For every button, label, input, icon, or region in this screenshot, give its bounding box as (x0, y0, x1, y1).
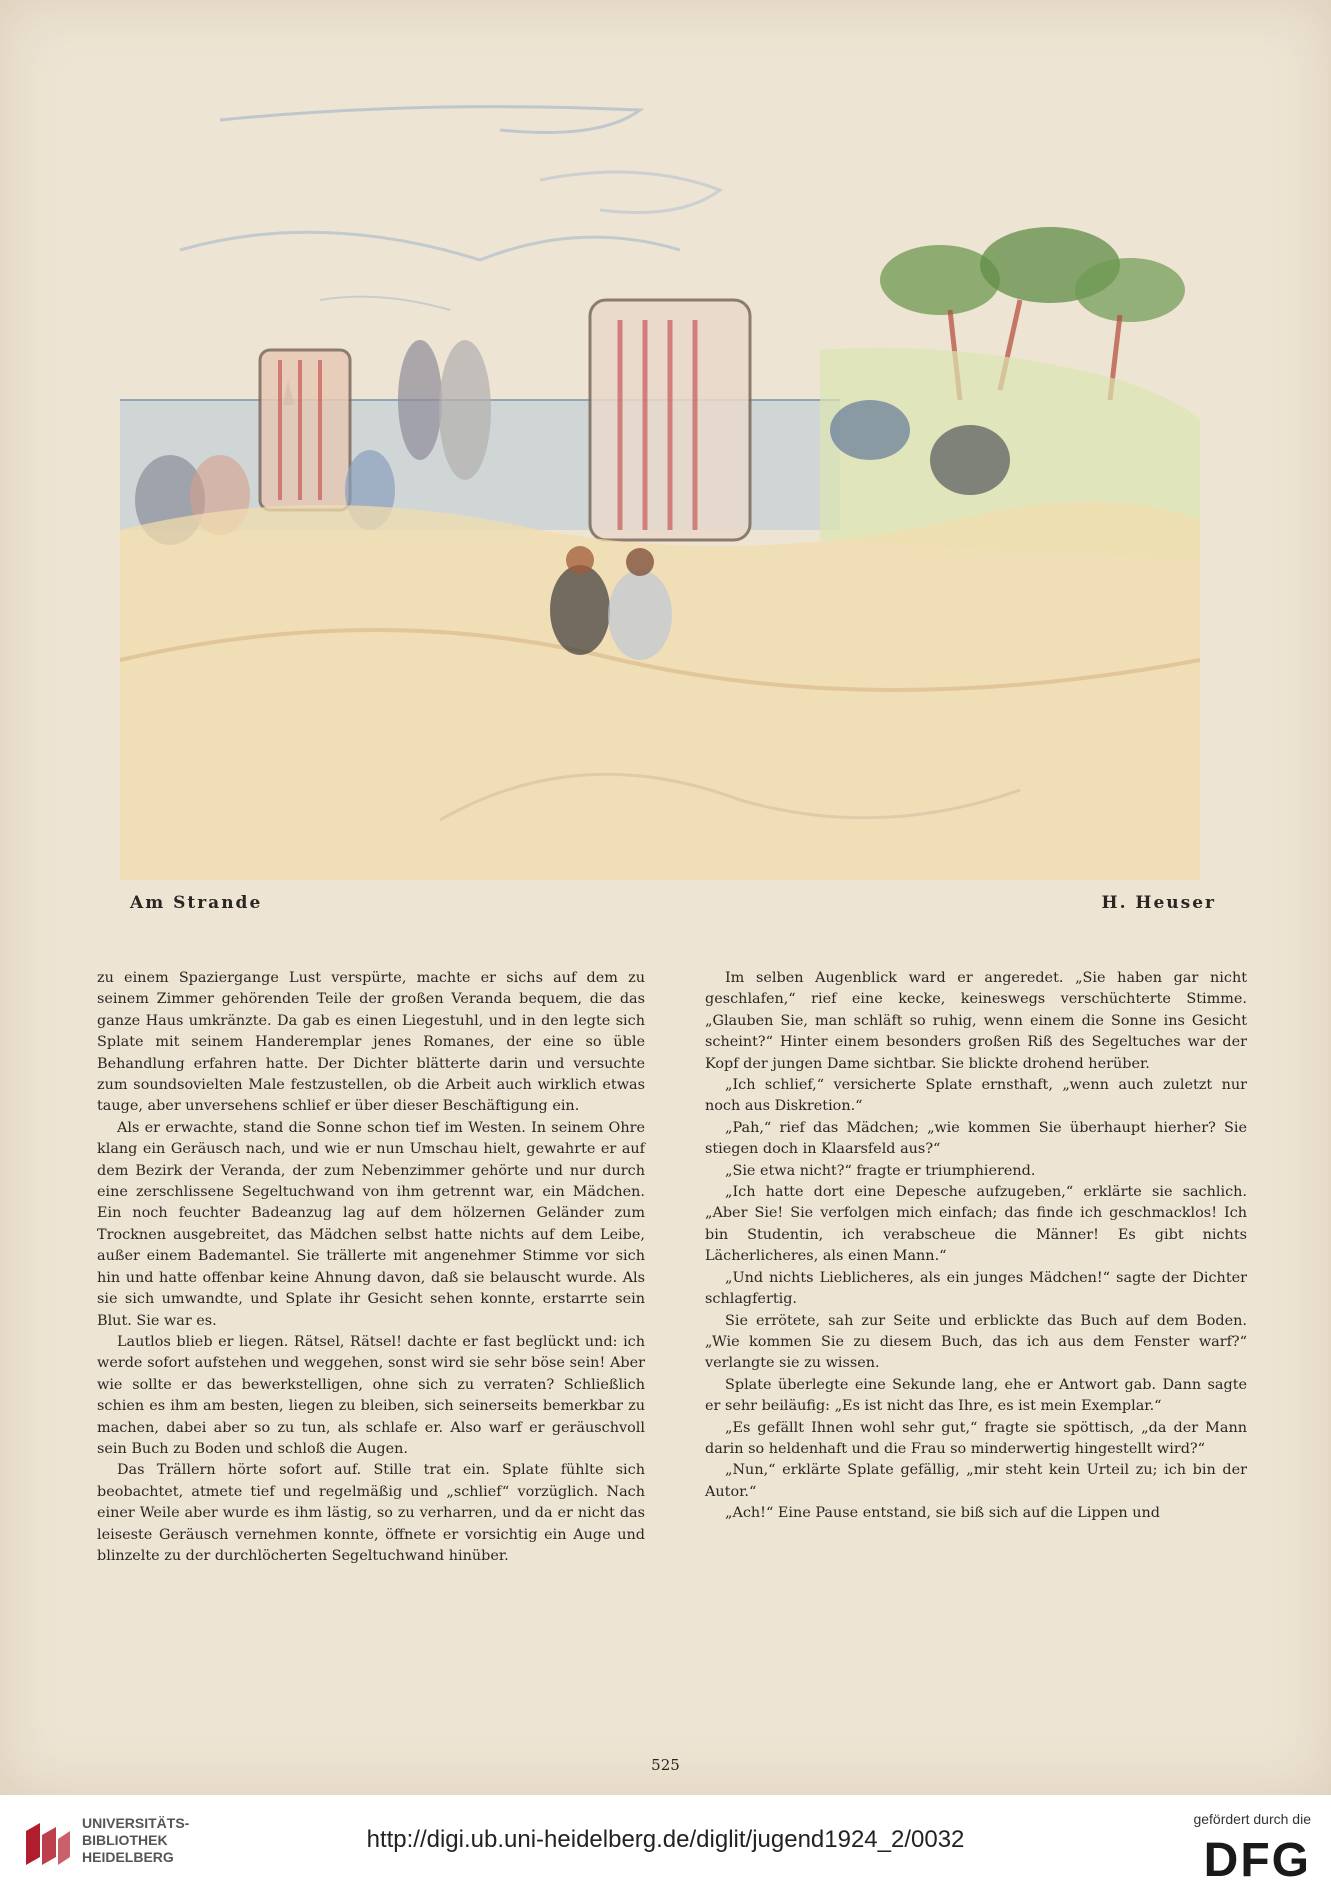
footer-bar (0, 1795, 1331, 1893)
digital-copy-url[interactable]: http://digi.ub.uni-heidelberg.de/diglit/jugend1924_2/0032 (366, 1826, 965, 1853)
article-right-column (705, 968, 1247, 1525)
paragraph: Das Trällern hörte sofort auf. Stille trat ein. Splate fühlte sich beobachtet, atmete tief und regelmäßig und „schlief“ vorzüglich. Nach einer Weile aber wurde es ihm lästig, so zu verharren, und da er nicht das leiseste Geräusch vernehmen konnte, öffnete er vorsichtig ein Auge und blinzelte zu der durchlöcherten Segeltuchwand hinüber. (97, 1462, 645, 1564)
paragraph: zu einem Spaziergange Lust verspürte, machte er sichs auf dem zu seinem Zimmer gehörenden Teile der großen Veranda bequem, die das ganze Haus umkränzte. Da gab es einen Liegestuhl, und in den legte sich Splate mit seinem Handeremplar jenes Romanes, der eine so üble Behandlung erfahren hatte. Der Dichter blätterte darin und versuchte zum soundsovielten Male festzustellen, ob die Arbeit auch wirklich etwas tauge, aber unversehens schlief er über dieser Beschäftigung ein. (97, 970, 645, 1115)
paragraph: „Pah,“ rief das Mädchen; „wie kommen Sie überhaupt hierher? Sie stiegen doch in Klaarsfeld aus?“ (705, 1119, 1247, 1158)
page-number: 525 (651, 1756, 680, 1774)
article-left-column (97, 968, 645, 1567)
beach-illustration (120, 100, 1200, 880)
paragraph: „Ich hatte dort eine Depesche aufzugeben,“ erklärte sie sachlich. „Aber Sie! Sie verfolgen mich einfach; das finde ich geschmacklos! Ich bin Studentin, ich verabscheue die Männer! Es gibt nichts Lächerlicheres, als einen Mann.“ (705, 1184, 1247, 1265)
paragraph: „Nun,“ erklärte Splate gefällig, „mir steht kein Urteil zu; ich bin der Autor.“ (705, 1462, 1247, 1500)
funding-note: gefördert durch die (1193, 1811, 1311, 1827)
paragraph: Im selben Augenblick ward er angeredet. „Sie haben gar nicht geschlafen,“ rief eine kecke, keineswegs verschüchterte Stimme. „Glauben Sie, man schläft so ruhig, wenn einem die Sonne ins Gesicht scheint?“ Hinter einem besonders großen Riß des Segeltuches war der Kopf der jungen Dame sichtbar. Sie blickte drohend herüber. (705, 970, 1247, 1072)
paragraph: „Ach!“ Eine Pause entstand, sie biß sich auf die Lippen und (725, 1505, 1160, 1522)
university-library-name: UNIVERSITÄTS- BIBLIOTHEK HEIDELBERG (82, 1815, 190, 1865)
dfg-logo: DFG (1203, 1834, 1311, 1887)
paragraph: Als er erwachte, stand die Sonne schon tief im Westen. In seinem Ohre klang ein Geräusch nach, und wie er nun Umschau hielt, gewahrte er auf dem Bezirk der Veranda, der zum Nebenzimmer gehörte und nur durch eine zerschlissene Segeltuchwand von ihm getrennt war, ein Mädchen. Ein noch feuchter Badeanzug lag auf dem hölzernen Geländer zum Trocknen ausgebreitet, das Mädchen selbst hatte nichts auf dem Leibe, außer einem Bademantel. Sie trällerte mit angenehmer Stimme vor sich hin und hatte offenbar keine Ahnung davon, daß sie belauscht wurde. Als sie sich umwandte, und Splate ihr Gesicht sehen konnte, erstarrte sein Blut. Sie war es. (97, 1119, 645, 1329)
paragraph: Sie errötete, sah zur Seite und erblickte das Buch auf dem Boden. „Wie kommen Sie zu diesem Buch, das ich aus dem Fenster warf?“ verlangte sie zu wissen. (705, 1312, 1247, 1372)
paragraph: „Es gefällt Ihnen wohl sehr gut,“ fragte sie spöttisch, „da der Mann darin so heldenhaft und die Frau so minderwertig hingestellt wird?“ (705, 1419, 1247, 1457)
paragraph: Lautlos blieb er liegen. Rätsel, Rätsel! dachte er fast beglückt und: ich werde sofort aufstehen und weggehen, sonst wird sie sehr böse sein! Aber wie sollte er das bewerkstelligen, ohne sich zu verraten? Schließlich schien es ihm am besten, liegen zu bleiben, sich seinerseits bemerkbar zu machen, dabei aber so zu tun, als schlafe er. Also warf er geräuschvoll sein Buch zu Boden und schloß die Augen. (97, 1333, 645, 1457)
paragraph: „Ich schlief,“ versicherte Splate ernsthaft, „wenn auch zuletzt nur noch aus Diskretion.“ (705, 1077, 1247, 1115)
paragraph: Splate überlegte eine Sekunde lang, ehe er Antwort gab. Dann sagte er sehr beiläufig: „Es ist nicht das Ihre, es ist mein Exemplar.“ (705, 1376, 1247, 1415)
paragraph: „Und nichts Lieblicheres, als ein junges Mädchen!“ sagte der Dichter schlagfertig. (705, 1269, 1247, 1308)
paragraph: „Sie etwa nicht?“ fragte er triumphierend. (725, 1162, 1036, 1179)
illustration-title: Am Strande (130, 893, 263, 913)
illustration-artist: H. Heuser (1101, 893, 1216, 913)
